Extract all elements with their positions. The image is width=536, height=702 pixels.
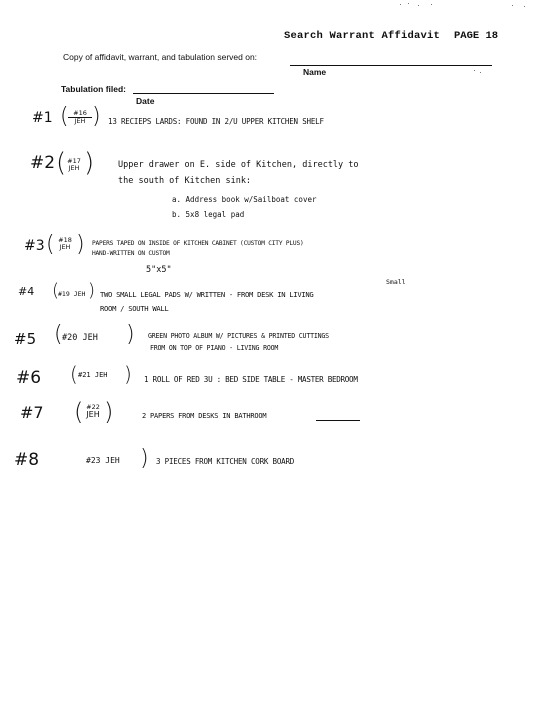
sub-item-a: a. Address book w/Sailboat cover xyxy=(172,195,317,204)
item-number: #1 xyxy=(32,110,53,126)
close-paren: ) xyxy=(140,446,149,471)
item-number: #8 xyxy=(14,450,40,470)
item-description-line1: GREEN PHOTO ALBUM W/ PICTURES & PRINTED CUTTINGS xyxy=(148,332,329,340)
open-paren: ( xyxy=(70,362,78,386)
tabulation-filed-line xyxy=(133,93,274,94)
open-paren: ( xyxy=(60,104,69,129)
exhibit-code: #20 JEH xyxy=(62,333,98,343)
page-number: PAGE 18 xyxy=(454,30,499,42)
item-number: #5 xyxy=(14,330,37,348)
scan-speck xyxy=(431,4,432,5)
exhibit-code-top: #16 xyxy=(73,109,87,117)
scan-speck xyxy=(480,72,481,73)
item-description-line1: Upper drawer on E. side of Kitchen, directly to xyxy=(118,160,359,170)
item-number: #3 xyxy=(24,238,45,254)
exhibit-code xyxy=(68,110,92,125)
item-number: #2 xyxy=(30,153,56,173)
sub-item-b: b. 5x8 legal pad xyxy=(172,210,245,219)
close-paren: ) xyxy=(76,232,85,257)
exhibit-code: #21 JEH xyxy=(78,371,108,379)
exhibit-code: #23 JEH xyxy=(86,456,120,465)
item-description-line1: TWO SMALL LEGAL PADS W/ WRITTEN - FROM DESK IN LIVING xyxy=(100,290,314,299)
scan-speck xyxy=(524,6,525,7)
scan-speck xyxy=(400,4,401,5)
open-paren: ( xyxy=(54,322,63,347)
date-label: Date xyxy=(136,96,155,106)
close-paren: ) xyxy=(104,398,114,426)
item-description-line2: HAND-WRITTEN ON CUSTOM xyxy=(92,250,170,257)
insertion-note: Small xyxy=(386,278,406,286)
scan-speck xyxy=(418,5,419,6)
item-description-line2: FROM ON TOP OF PIANO - LIVING ROOM xyxy=(150,344,279,352)
item-description: 2 PAPERS FROM DESKS IN BATHROOM xyxy=(142,412,267,420)
exhibit-code-bottom: JEH xyxy=(86,410,100,419)
item-description: 13 RECIEPS LARDS: FOUND IN 2/U UPPER KITCHEN SHELF xyxy=(108,117,324,126)
exhibit-code xyxy=(64,158,84,172)
item-number: #6 xyxy=(16,368,42,388)
served-on-line xyxy=(290,65,492,66)
tabulation-filed-label: Tabulation filed: xyxy=(61,84,127,94)
open-paren: ( xyxy=(46,232,55,257)
scan-speck xyxy=(474,70,475,71)
exhibit-code-bottom: JEH xyxy=(59,243,71,251)
trailing-dash xyxy=(316,420,360,421)
exhibit-code-bottom: JEH xyxy=(68,164,80,172)
name-label: Name xyxy=(303,67,327,77)
exhibit-code xyxy=(54,237,76,251)
exhibit-code-top: #18 xyxy=(58,236,72,244)
item-description-line1: PAPERS TAPED ON INSIDE OF KITCHEN CABINET (CUSTOM CITY PLUS) xyxy=(92,240,304,247)
exhibit-code: #19 JEH xyxy=(58,290,86,298)
item-description: 3 PIECES FROM KITCHEN CORK BOARD xyxy=(156,457,295,466)
exhibit-code xyxy=(82,404,104,418)
close-paren: ) xyxy=(84,148,95,178)
item-number: #4 xyxy=(18,285,35,298)
document-title: Search Warrant Affidavit xyxy=(284,30,441,42)
item-description: 1 ROLL OF RED 3U : BED SIDE TABLE - MASTER BEDROOM xyxy=(144,375,358,384)
close-paren: ) xyxy=(124,362,132,386)
open-paren: ( xyxy=(74,398,84,426)
scan-speck xyxy=(408,3,409,4)
item-number: #7 xyxy=(20,403,44,422)
served-on-label: Copy of affidavit, warrant, and tabulation served on: xyxy=(63,52,258,62)
exhibit-code-top: #22 xyxy=(86,403,100,411)
close-paren: ) xyxy=(88,280,96,301)
open-paren: ( xyxy=(52,280,60,301)
size-note: 5"x5" xyxy=(146,265,172,275)
close-paren: ) xyxy=(126,322,135,347)
exhibit-code-top: #17 xyxy=(67,157,81,165)
item-description-line2: the south of Kitchen sink: xyxy=(118,176,252,186)
close-paren: ) xyxy=(92,104,101,129)
item-description-line2: ROOM / SOUTH WALL xyxy=(100,304,169,313)
open-paren: ( xyxy=(56,148,67,178)
scan-speck xyxy=(512,5,513,6)
exhibit-code-bottom: JEH xyxy=(68,117,92,125)
